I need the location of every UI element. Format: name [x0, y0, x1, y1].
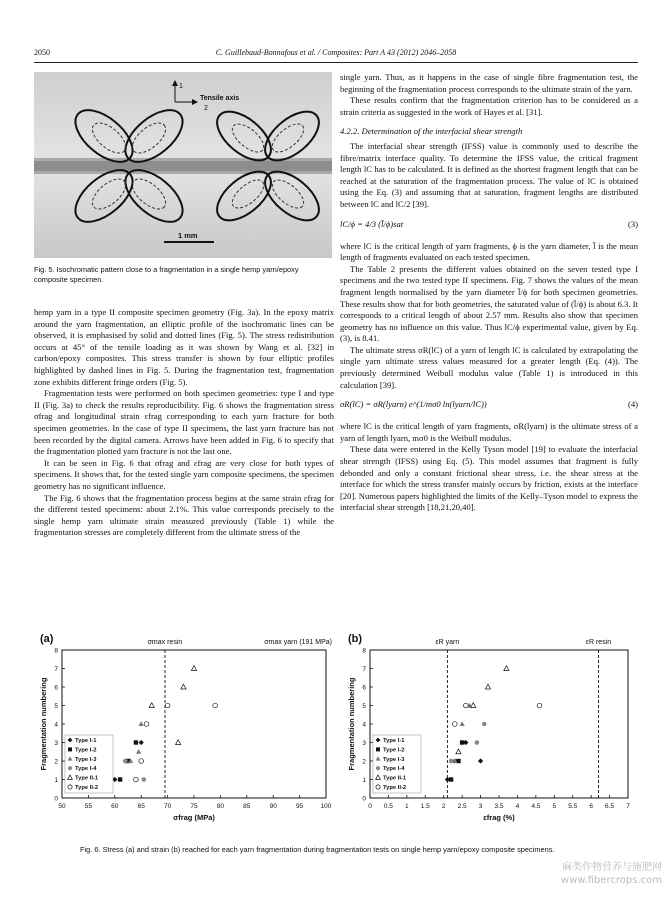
chart-0-legend-label: Type II-1 [75, 775, 99, 782]
chart-1-xtick-label: 1.5 [420, 803, 430, 810]
chart-0-ylabel: Fragmentation numbering [39, 677, 48, 771]
chart-0-legend-label: Type I-4 [75, 766, 97, 773]
chart-1-xtick-label: 0 [368, 803, 372, 810]
chart-0-point [136, 749, 141, 754]
section-heading-4-2-2: 4.2.2. Determination of the interfacial shear strength [340, 126, 523, 137]
left-paragraph-3: It can be seen in Fig. 6 that σfrag and εfrag are very close for both types of specimens. It shows that, for the tested single yarn composite specimens, the specimen geometry has no significant influence. [34, 457, 334, 491]
chart-1-xtick-label: 5.5 [568, 803, 578, 810]
equation-4 [340, 391, 638, 421]
watermark-line-2: www.fibercrops.com [560, 875, 662, 886]
chart-0-xtick-label: 85 [243, 803, 251, 810]
chart-0-legend-label: Type I-3 [75, 756, 97, 763]
right-paragraph-7: where lC is the critical length of yarn fragments, σR(lyarn) is the ultimate stress of a yarn of length lyarn, mσ0 is the Weibull modulus. [340, 421, 638, 443]
chart-0-point [149, 703, 154, 708]
equation-4-body: σR(lC) = σR(lyarn) e^(1/mσ0 ln(lyarn/lC)) [340, 399, 487, 410]
chart-1-point [471, 703, 476, 708]
chart-1-point [475, 740, 480, 745]
watermark-line-1: 麻类作物营养与施肥网 [562, 862, 662, 873]
chart-1-ytick-label: 3 [362, 740, 366, 747]
chart-1-xtick-label: 2 [441, 803, 446, 810]
right-paragraph-1: single yarn. Thus, as it happens in the case of single fibre fragmentation test, the beginning of the fragmentation process corresponds to the ultimate strain of the yarn. [340, 72, 638, 94]
chart-1-point [478, 758, 483, 763]
chart-1-ytick-label: 4 [362, 721, 366, 729]
chart-0-panel-label: (a) [40, 633, 54, 645]
left-paragraph-4: The Fig. 6 shows that the fragmentation process begins at the same strain εfrag for the different tested specimens: about 2.1%. This value corresponds precisely to the single hemp yarn ultimate strain measured previously (Table 1) while the fragmentation stresses are completely different from the ultimate stress of the [34, 492, 334, 538]
fig5-photo [34, 72, 332, 258]
chart-0-xtick-label: 60 [111, 803, 119, 810]
chart-1-point [452, 722, 457, 727]
chart-1-legend-label: Type I-2 [383, 747, 405, 754]
chart-0-xtick-label: 65 [137, 803, 145, 810]
chart-0-xtick-label: 100 [320, 803, 332, 810]
right-paragraph-3: The interfacial shear strength (IFSS) value is commonly used to describe the fibre/matrix interface quality. To determine the IFSS value, the critical fragment length lC has to be calculated. It is defined as the shortest fragment length that can be reached at the saturation of the fragmentation process. The value of lC is obtained using the Eq. (3) and assuming that at saturation, fragment lengths are distributed between lC and lC/2 [39]. [340, 140, 638, 209]
fig6-caption: Fig. 6. Stress (a) and strain (b) reached for each yarn fragmentation during fragmentation tests on single hemp yarn/epoxy composite specimens. [80, 845, 555, 854]
chart-0-point [134, 740, 138, 744]
chart-0-point [144, 722, 149, 727]
left-column [34, 307, 334, 539]
chart-0-ytick-label: 2 [54, 758, 58, 766]
right-paragraph-6: The ultimate stress σR(lC) of a yarn of length lC is calculated by extrapolating the single yarn ultimate stress values measured for a greater length (Eq. (4)). The previously determined Weibull modulus value (Table 1) is introduced in this calculation [39]. [340, 344, 638, 390]
chart-1-xtick-label: 5 [552, 803, 557, 810]
equation-3-number: (3) [627, 218, 638, 229]
right-paragraph-5: The Table 2 presents the different values obtained on the seven tested type I specimens and the two tested type II specimens. Fig. 7 shows the values of the mean fragment length normalised by the yarn diameter l̄/ϕ for both specimen geometries. These results show that for both geometries, the saturated value of (l̄/ϕ) is about 6.3. It corresponds to a critical length of about 2.57 mm. Results also show that specimen geometry has no influence on this value. Thus lC/ϕ experimental value, given by Eq. (3), is 8.41. [340, 263, 638, 344]
chart-1-legend-marker [376, 766, 380, 770]
chart-1-xtick-label: 6 [589, 803, 593, 810]
chart-0-ytick-label: 4 [54, 721, 58, 729]
chart-1-xtick-label: 3 [478, 803, 483, 810]
chart-1-xtick-label: 2.5 [457, 803, 467, 810]
chart-1-xlabel: εfrag (%) [483, 813, 515, 822]
chart-0-ytick-label: 5 [54, 703, 58, 710]
chart-1-xtick-label: 4.5 [531, 803, 541, 810]
chart-1-xtick-label: 6.5 [605, 803, 615, 810]
chart-0-ytick-label: 7 [54, 666, 58, 673]
chart-1-legend-label: Type II-2 [383, 785, 407, 791]
chart-0-point [191, 666, 196, 671]
chart-0-xtick-label: 90 [269, 803, 277, 810]
chart-0-xtick-label: 70 [163, 803, 172, 810]
chart-1-point [485, 684, 490, 689]
fig5-axis-2: 2 [204, 105, 208, 112]
running-header [34, 48, 638, 63]
chart-0-xlabel: σfrag (MPa) [173, 813, 215, 822]
chart-0-legend-label: Type II-2 [75, 785, 99, 791]
chart-1-ytick-label: 7 [362, 666, 366, 673]
right-column [340, 72, 638, 514]
chart-1-panel-label: (b) [348, 633, 363, 645]
right-paragraph-2: These results confirm that the fragmentation criterion has to be considered as a strain criteria as suggested in the work of Hayes et al. [31]. [340, 95, 638, 117]
chart-1-xtick-label: 1 [405, 803, 409, 810]
chart-0-point [123, 759, 128, 764]
chart-1-ylabel: Fragmentation numbering [347, 677, 356, 771]
chart-1-point [464, 703, 469, 708]
equation-3-body: lC/ϕ = 4/3 (l̄/ϕ)sat [340, 218, 404, 229]
chart-0-legend-label: Type I-1 [75, 738, 97, 744]
chart-0-point [139, 759, 144, 764]
chart-0-point [139, 721, 144, 726]
chart-1-legend-label: Type I-4 [383, 766, 405, 773]
chart-1-ytick-label: 0 [362, 795, 366, 803]
chart-1-point [460, 740, 464, 744]
chart-0-xtick-label: 50 [58, 803, 66, 810]
right-paragraph-4: where lC is the critical length of yarn fragments, ϕ is the yarn diameter, l̄ is the mean length of fragments evaluated on each tested specimen. [340, 240, 638, 263]
chart-1-xtick-label: 0.5 [383, 803, 393, 810]
chart-1-legend-marker [376, 747, 380, 751]
chart-0-xtick-label: 80 [216, 803, 225, 810]
chart-1-point [504, 666, 509, 671]
chart-0-ytick-label: 3 [54, 740, 58, 747]
chart-1-legend-marker [376, 785, 380, 789]
fig5-tensile-axis-label: Tensile axis [200, 95, 240, 102]
chart-1-point [460, 721, 465, 726]
chart-1-xtick-label: 4 [515, 803, 520, 810]
watermark [561, 861, 662, 887]
chart-1-point [537, 703, 542, 708]
chart-0-point [142, 777, 147, 782]
chart-0-point [139, 740, 144, 745]
left-paragraph-2: Fragmentation tests were performed on both specimen geometries: type I and type II (Fig. 3a) to check the results reproducibility. Fig. 6 shows the fragmentation stress σfrag and longitudinal strain εfrag corresponding to each yarn fracture for both specimen geometries. In the case of type II specimens, the last yarn fracture has not been recorded by the digital camera. Arrows have been added in Fig. 6 to specify that the fragmentation plotted yarn fracture is not the last one. [34, 388, 334, 457]
fig6-charts [0, 628, 672, 843]
chart-1-ytick-label: 6 [362, 684, 366, 692]
chart-1-annotation-label: εR resin [585, 639, 612, 646]
journal-citation: C. Guillebaud-Bonnafous et al. / Composites: Part A 43 (2012) 2046–2058 [215, 48, 457, 57]
chart-0-ytick-label: 6 [54, 684, 58, 692]
chart-1-point [456, 749, 461, 754]
chart-1-legend-label: Type II-1 [383, 775, 407, 782]
right-paragraph-8: These data were entered in the Kelly Tyson model [19] to evaluate the interfacial shear strength (IFSS) using Eq. (5). This model assumes that fragment is fully debonded and only a constant frictional shear stress, i.e. the shear stress at the interface for which the stress transfer mainly occurs by friction, exists at the interface [20]. Numerous papers highlighted the limits of the Kelly–Tyson model to express the interfacial shear strength [18,21,20,40]. [340, 444, 638, 513]
chart-0-point [134, 777, 139, 782]
chart-1-ytick-label: 1 [362, 777, 366, 784]
chart-0-point [165, 703, 170, 708]
left-paragraph-1: hemp yarn in a type II composite specimen geometry (Fig. 3a). In the epoxy matrix around the yarn fragmentation, an elliptic profile of the isochromatic lines can be observed, it is emphasised by solid and dotted lines (Fig. 5). The stress redistribution occurs at 45° of the tensile loading as it was shown by Wang et al. [32] in carbon/epoxy composites. This stress transfer is shown by four elliptic profiles highlighted by dashed lines in Fig. 5. During the fragmentation test, fragmentation zone exhibits different fringe orders (Fig. 5). [34, 307, 334, 387]
equation-3 [340, 211, 638, 241]
chart-1-xtick-label: 3.5 [494, 803, 504, 810]
chart-1-point [449, 759, 454, 764]
chart-1-xtick-label: 7 [626, 803, 630, 810]
chart-0-legend-marker [68, 766, 72, 770]
chart-1-annotation-label: εR yarn [435, 639, 460, 646]
chart-0-annotation-label: σmax yarn (191 MPa) [264, 639, 332, 646]
chart-0-point [181, 684, 186, 689]
chart-0-legend-marker [68, 747, 72, 751]
fig5-caption: Fig. 5. Isochromatic pattern close to a fragmentation in a single hemp yarn/epoxy composite specimen. [34, 265, 299, 284]
chart-0-xtick-label: 55 [84, 803, 93, 810]
chart-0-point [176, 740, 181, 745]
chart-1-legend-label: Type I-3 [383, 756, 405, 763]
fig5-isochromatic-drawing [34, 72, 332, 258]
chart-1-point [449, 777, 453, 781]
chart-0-legend-label: Type I-2 [75, 747, 97, 754]
chart-0-xtick-label: 95 [295, 803, 304, 810]
fig5-axis-1: 1 [179, 83, 183, 90]
chart-0-ytick-label: 0 [54, 795, 58, 803]
chart-0-point [118, 777, 122, 781]
chart-0-annotation-label: σmax resin [147, 639, 183, 646]
fig5-scale-bar-label: 1 mm [178, 231, 198, 240]
chart-1-point [482, 722, 487, 727]
equation-4-number: (4) [627, 399, 638, 410]
chart-0-ytick-label: 1 [54, 777, 58, 784]
chart-1-ytick-label: 8 [362, 647, 366, 655]
chart-1-ytick-label: 2 [362, 758, 366, 766]
chart-0-ytick-label: 8 [54, 647, 58, 655]
chart-0-legend-marker [68, 785, 72, 789]
chart-0-point [213, 703, 218, 708]
chart-1-ytick-label: 5 [362, 703, 366, 710]
chart-0-xtick-label: 75 [190, 803, 198, 810]
page-number: 2050 [34, 48, 50, 57]
chart-1-legend-label: Type I-1 [383, 738, 405, 744]
